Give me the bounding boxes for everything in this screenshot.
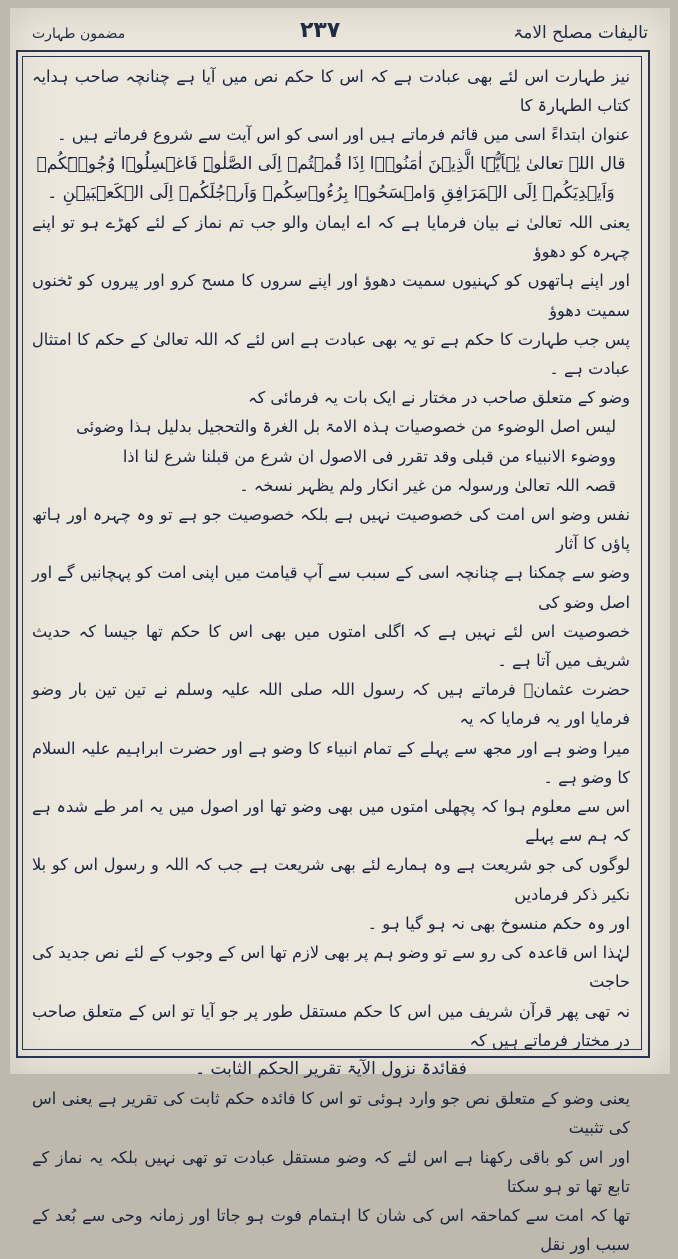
text-line: لہٰذا اس قاعدہ کی رو سے تو وضو ہم پر بھی لازم تھا اس کے وجوب کے لئے نص جدید کی حاجت: [32, 943, 630, 992]
quran-verse-line: وَاَیۡدِیَکُمۡ اِلَی الۡمَرَافِقِ وَامۡسَحُوۡا بِرُءُوۡسِکُمۡ وَاَرۡجُلَکُمۡ اِلَی الۡکَعۡبَیۡنِ ۔: [47, 182, 615, 203]
text-line: اور وہ حکم منسوخ بھی نہ ہو گیا ہو ۔: [367, 913, 630, 933]
text-line: نہ تھی پھر قرآن شریف میں اس کا حکم مستقل طور پر جو آیا تو اس کے متعلق صاحب در مختار فرماتے ہیں کہ: [32, 1001, 630, 1050]
body-text: [32, 62, 630, 1255]
arabic-quote-line: لیس اصل الوضوء من خصوصیات ہذہ الامۃ بل الغرۃ والتحجیل بدلیل ہذا وضوئی: [76, 417, 616, 437]
book-title: تالیفات مصلح الامۃ: [513, 23, 648, 43]
page-header: [10, 14, 670, 54]
text-line: اور اپنے ہاتھوں کو کہنیوں سمیت دھوؤ اور اپنے سروں کا مسح کرو اور پیروں کو ٹخنوں سمیت دھوؤ: [32, 271, 630, 320]
text-line: یعنی وضو کے متعلق نص جو وارد ہوئی تو اس کا فائدہ حکم ثابت کی تقریر ہے یعنی اس کی تثبیت: [32, 1089, 630, 1138]
text-line: وضو کے متعلق صاحب در مختار نے ایک بات یہ فرمائی کہ: [248, 388, 630, 408]
arabic-quote-line: ووضوء الانبیاء من قبلی وقد تقرر فی الاصول ان شرع من قبلنا شرع لنا اذا: [122, 446, 616, 466]
text-line: تھا کہ امت سے کماحقہ اس کی شان کا اہتمام فوت ہو جاتا اور زمانہ وحی سے بُعد کے سبب اور نقل: [32, 1205, 630, 1255]
text-line: حضرت عثمانؓ فرماتے ہیں کہ رسول اللہ صلی اللہ علیہ وسلم نے تین تین بار وضو فرمایا اور یہ فرمایا کہ یہ: [32, 680, 630, 729]
text-line: لوگوں کی جو شریعت ہے وہ ہمارے لئے بھی شریعت ہے جب کہ اللہ و رسول اس کو بلا نکیر ذکر فرمادیں: [32, 855, 630, 904]
quran-verse-line: قال اللہ تعالیٰ یٰۤاَیُّہَا الَّذِیۡنَ اٰمَنُوۡۤا اِذَا قُمۡتُمۡ اِلَی الصَّلٰوۃِ فَاغۡسِلُوۡا وُجُوۡہَکُمۡ: [36, 153, 626, 174]
arabic-quote-line: فقائدۃ نزول الآیۃ تقریر الحکم الثابت ۔: [195, 1058, 467, 1079]
text-line: اس سے معلوم ہوا کہ پچھلی امتوں میں بھی وضو تھا اور اصول میں یہ امر طے شدہ ہے کہ ہم سے پہلے: [32, 797, 630, 846]
text-line: نفس وضو اس امت کی خصوصیت نہیں ہے بلکہ خصوصیت جو ہے تو وہ چہرہ اور ہاتھ پاؤں کا آثار: [32, 505, 630, 554]
text-line: عنوان ابتداءً اسی میں قائم فرماتے ہیں اور اسی کو اس آیت سے شروع فرماتے ہیں ۔: [57, 125, 630, 145]
text-line: نیز طہارت اس لئے بھی عبادت ہے کہ اس کا حکم نص میں آیا ہے چنانچہ صاحب ہدایہ کتاب الطہارۃ کا: [32, 67, 630, 116]
text-line: وضو سے چمکنا ہے چنانچہ اسی کے سبب سے آپ قیامت میں اپنی امت کو پہچانیں گے اور اصل وضو کی: [32, 563, 630, 612]
text-line: میرا وضو ہے اور مجھ سے پہلے کے تمام انبیاء کا وضو ہے اور حضرت ابراہیم علیہ السلام کا وضو ہے ۔: [32, 738, 630, 787]
chapter-title: مضمون طہارت: [32, 26, 126, 42]
page-number: ۲۳۷: [300, 18, 341, 43]
arabic-quote-line: قصہ اللہ تعالیٰ ورسولہ من غیر انکار ولم یظہر نسخہ ۔: [239, 475, 616, 495]
text-line: خصوصیت اس لئے نہیں ہے کہ اگلی امتوں میں بھی اس کا حکم تھا جیسا کہ حدیث شریف میں آتا ہے ۔: [32, 621, 630, 671]
text-line: اور اس کو باقی رکھنا ہے اس لئے کہ وضو مستقل عبادت تو تھی نہیں بلکہ یہ نماز کے تابع تھا تو ہو سکتا: [32, 1147, 630, 1196]
text-line: پس جب طہارت کا حکم ہے تو یہ بھی عبادت ہے اس لئے کہ اللہ تعالیٰ کے حکم کا امتثال عبادت ہے ۔: [32, 329, 630, 379]
text-line: یعنی اللہ تعالیٰ نے بیان فرمایا ہے کہ اے ایمان والو جب تم نماز کے لئے کھڑے ہو تو اپنے چہرہ کو دھوؤ: [32, 213, 630, 262]
